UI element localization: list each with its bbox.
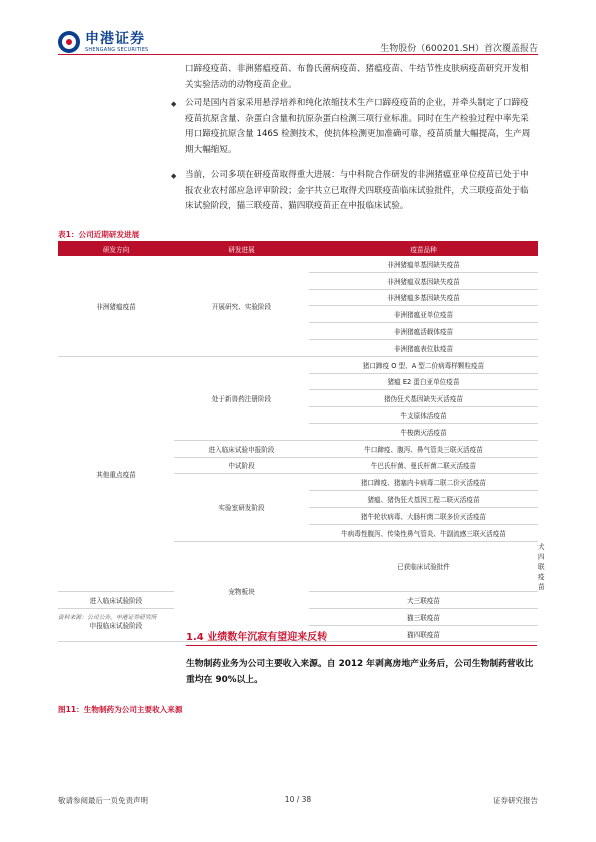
company-logo bbox=[58, 28, 168, 56]
stage-cell: 申报临床试验阶段 bbox=[58, 608, 174, 642]
footer-report-type: 证券研究报告 bbox=[493, 796, 538, 805]
figure-title: 图11：生物制药为公司主要收入来源 bbox=[58, 705, 183, 714]
rd-progress-table bbox=[58, 241, 545, 642]
stage-cell: 实验室研发阶段 bbox=[174, 474, 309, 541]
report-header-title: 生物股份（600201.SH）首次覆盖报告 bbox=[380, 44, 538, 54]
vaccine-cell: 非洲猪瘟单基因缺失疫苗 bbox=[309, 256, 538, 272]
bullet-paragraph-2: 公司是国内首家采用悬浮培养和纯化浓缩技术生产口蹄疫疫苗的企业，并牵头制定了口蹄疫疫苗抗原含量、杂蛋白含量和抗原杂蛋白检测三项行业标准。同时在生产检验过程中率先采用口蹄疫抗原含量 146S 检测技术，使抗体检测更加准确可靠，疫苗质量大幅提高，生产周期大幅缩短。 bbox=[185, 98, 531, 155]
page-number: 10 / 38 bbox=[284, 795, 312, 804]
table-row: 宠物板块 已获临床试验批件 犬四联疫苗 bbox=[58, 541, 538, 592]
footer-disclaimer: 敬请参阅最后一页免责声明 bbox=[58, 796, 148, 805]
column-header-stage: 研发进展 bbox=[174, 241, 309, 256]
column-header-vaccine: 疫苗品种 bbox=[309, 241, 538, 256]
vaccine-cell: 犬三联疫苗 bbox=[309, 592, 538, 609]
logo-name-cn: 申港证券 bbox=[85, 30, 145, 47]
vaccine-cell: 猪瘟 E2 蛋白亚单位疫苗 bbox=[309, 373, 538, 390]
stage-cell: 中试阶段 bbox=[174, 457, 309, 474]
table-source-note: 资料来源：公司公告，申港证券研究所 bbox=[58, 615, 157, 621]
stage-cell: 处于新兽药注册阶段 bbox=[174, 356, 309, 440]
vaccine-cell: 非洲猪瘟表位肽疫苗 bbox=[309, 339, 538, 356]
stage-cell: 开展研究、实验阶段 bbox=[174, 256, 309, 356]
vaccine-cell: 牛支原体活疫苗 bbox=[309, 407, 538, 424]
bullet-diamond-icon: ◆ bbox=[171, 100, 177, 108]
stage-cell: 进入临床试验阶段 bbox=[58, 592, 174, 609]
table-row bbox=[58, 356, 538, 373]
vaccine-cell: 猪瘟、猪伪狂犬基因工程二联灭活疫苗 bbox=[309, 491, 538, 508]
direction-cell: 其他重点疫苗 bbox=[58, 356, 174, 591]
vaccine-cell: 牛梭菌灭活疫苗 bbox=[309, 423, 538, 440]
vaccine-cell: 非洲猪瘟亚单位疫苗 bbox=[309, 306, 538, 323]
stage-cell: 已获临床试验批件 bbox=[309, 541, 538, 592]
direction-cell: 非洲猪瘟疫苗 bbox=[58, 256, 174, 356]
header-divider bbox=[58, 54, 538, 55]
vaccine-cell: 非洲猪瘟双基因缺失疫苗 bbox=[309, 272, 538, 289]
vaccine-cell: 牛病毒性腹泻、传染性鼻气管炎、牛副流感三联灭活疫苗 bbox=[309, 524, 538, 541]
vaccine-cell: 猫四联疫苗 bbox=[309, 625, 538, 642]
vaccine-cell: 牛巴氏杆菌、曼氏杆菌二联灭活疫苗 bbox=[309, 457, 538, 474]
logo-name-en: SHENGANG SECURITIES bbox=[85, 46, 149, 53]
vaccine-cell: 猪口蹄疫、猪塞内卡病毒二联二价灭活疫苗 bbox=[309, 474, 538, 491]
vaccine-cell: 猫三联疫苗 bbox=[309, 608, 538, 625]
table-row bbox=[58, 256, 538, 272]
table-title: 表1：公司近期研发进展 bbox=[58, 230, 140, 239]
direction-cell: 宠物板块 bbox=[174, 541, 309, 642]
section-title: 1.4 业绩数年沉寂有望迎来反转 bbox=[186, 632, 328, 643]
vaccine-cell: 猪口蹄疫 O 型、A 型二价病毒样颗粒疫苗 bbox=[309, 356, 538, 373]
column-header-direction: 研发方向 bbox=[58, 241, 174, 256]
logo-icon bbox=[58, 31, 80, 53]
vaccine-cell: 牛口蹄疫、腹泻、鼻气管炎三联灭活疫苗 bbox=[309, 440, 538, 457]
vaccine-cell: 猪伪狂犬基因缺失灭活疫苗 bbox=[309, 390, 538, 407]
bullet-paragraph-1: 口蹄疫疫苗、非洲猪瘟疫苗、布鲁氏菌病疫苗、猪瘟疫苗、牛结节性皮肤病疫苗研究开发相关实验活动的动物疫苗企业。 bbox=[185, 64, 529, 90]
vaccine-cell: 非洲猪瘟活载体疫苗 bbox=[309, 323, 538, 340]
bullet-paragraph-3: 当前，公司多项在研疫苗取得重大进展：与中科院合作研发的非洲猪瘟亚单位疫苗已处于申报农业农村部应急评审阶段；金宇共立已取得犬四联疫苗临床试验批件，犬三联疫苗处于临床试验阶段，猫三联疫苗、猫四联疫苗正在申报临床试验。 bbox=[185, 170, 529, 211]
stage-cell: 进入临床试验申报阶段 bbox=[174, 440, 309, 457]
bullet-diamond-icon: ◆ bbox=[171, 172, 177, 180]
vaccine-cell: 猪牛轮状病毒、大肠杆菌二联多价灭活疫苗 bbox=[309, 507, 538, 524]
section-body-text: 生物制药业务为公司主要收入来源。自 2012 年剥离房地产业务后，公司生物制药营收比重均在 90%以上。 bbox=[186, 659, 534, 685]
table-header-row bbox=[58, 241, 538, 256]
vaccine-cell: 非洲猪瘟多基因缺失疫苗 bbox=[309, 289, 538, 306]
